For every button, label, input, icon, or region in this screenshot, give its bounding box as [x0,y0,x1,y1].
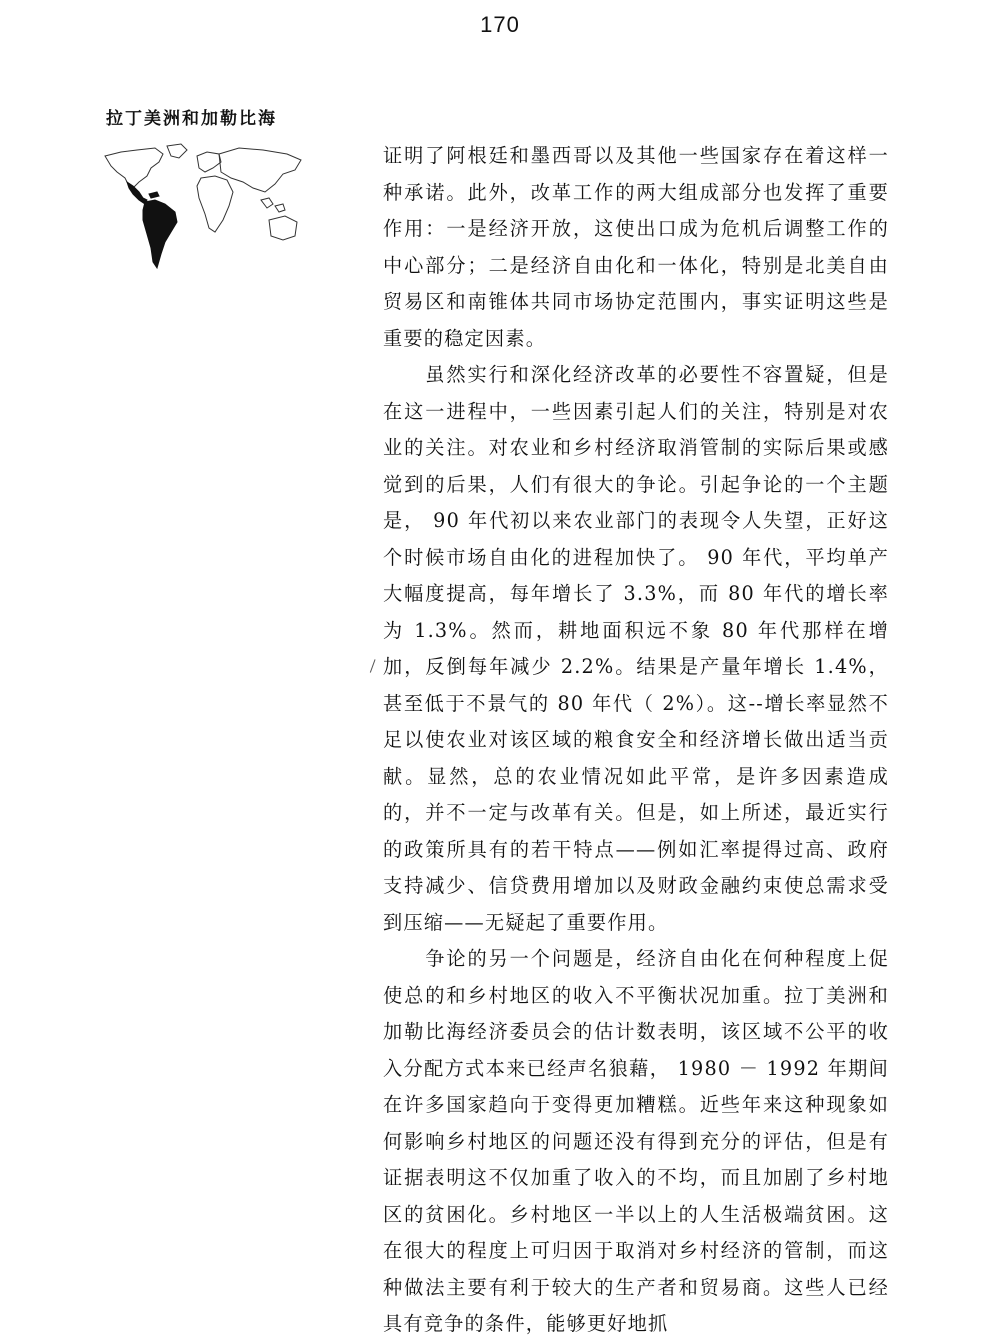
paragraph-2: 虽然实行和深化经济改革的必要性不容置疑，但是在这一进程中，一些因素引起人们的关注，特别是对农业的关注。对农业和乡村经济取消管制的实际后果或感觉到的后果，人们有很大的争论。引起争论的一个主题是， 90 年代初以来农业部门的表现令人失望，正好这个时候市场自由化的进程加快了。 90 年代，平均单产大幅度提高，每年增长了 3.3%，而 80 年代的增长率为 1.3%。然而，耕地面积远不象 80 年代那样在增加，反倒每年减少 2.2%。结果是产量年增长 1.4%，甚至低于不景气的 80 年代（ 2%）。这--增长率显然不足以使农业对该区域的粮食安全和经济增长做出适当贡献。显然，总的农业情况如此平常，是许多因素造成的，并不一定与改革有关。但是，如上所述，最近实行的政策所具有的若干特点——例如汇率提得过高、政府支持减少、信贷费用增加以及财政金融约束使总需求受到压缩——无疑起了重要作用。 [383,363,889,934]
south-america-shape [143,200,177,268]
central-america-shape [127,182,147,204]
asia-shape [219,148,301,192]
world-map-latin-america-highlighted-icon [103,142,305,270]
africa-shape [197,176,233,232]
margin-mark [370,659,381,675]
paragraph-3: 争论的另一个问题是，经济自由化在何种程度上促使总的和乡村地区的收入不平衡状况加重。拉丁美洲和加勒比海经济委员会的估计数表明，该区域不公平的收入分配方式本来已经声名狼藉， 1980 － 1992 年期间在许多国家趋向于变得更加糟糕。近些年来这种现象如何影响乡村地区的问题还没有得到充分的评估，但是有证据表明这不仅加重了收入的不均，而且加剧了乡村地区的贫困化。乡村地区一半以上的人生活极端贫困。这在很大的程度上可归因于取消对乡村经济的管制，而这种做法主要有利于较大的生产者和贸易商。这些人已经具有竞争的条件，能够更好地抓 [383,947,889,1335]
page-number: 170 [480,12,520,37]
europe-shape [197,152,221,172]
paragraph-1: 证明了阿根廷和墨西哥以及其他一些国家存在着这样一种承诺。此外，改革工作的两大组成部分也发挥了重要作用：一是经济开放，这使出口成为危机后调整工作的中心部分；二是经济自由化和一体化，特别是北美自由贸易区和南锥体共同市场协定范围内，事实证明这些是重要的稳定因素。 [383,144,889,350]
greenland-shape [167,144,187,158]
north-america-shape [105,148,163,188]
australia-shape [269,216,297,240]
caribbean-shape [149,192,159,198]
body-text [383,138,889,1343]
southeast-asia-shape [261,198,285,212]
section-title: 拉丁美洲和加勒比海 [106,109,277,129]
